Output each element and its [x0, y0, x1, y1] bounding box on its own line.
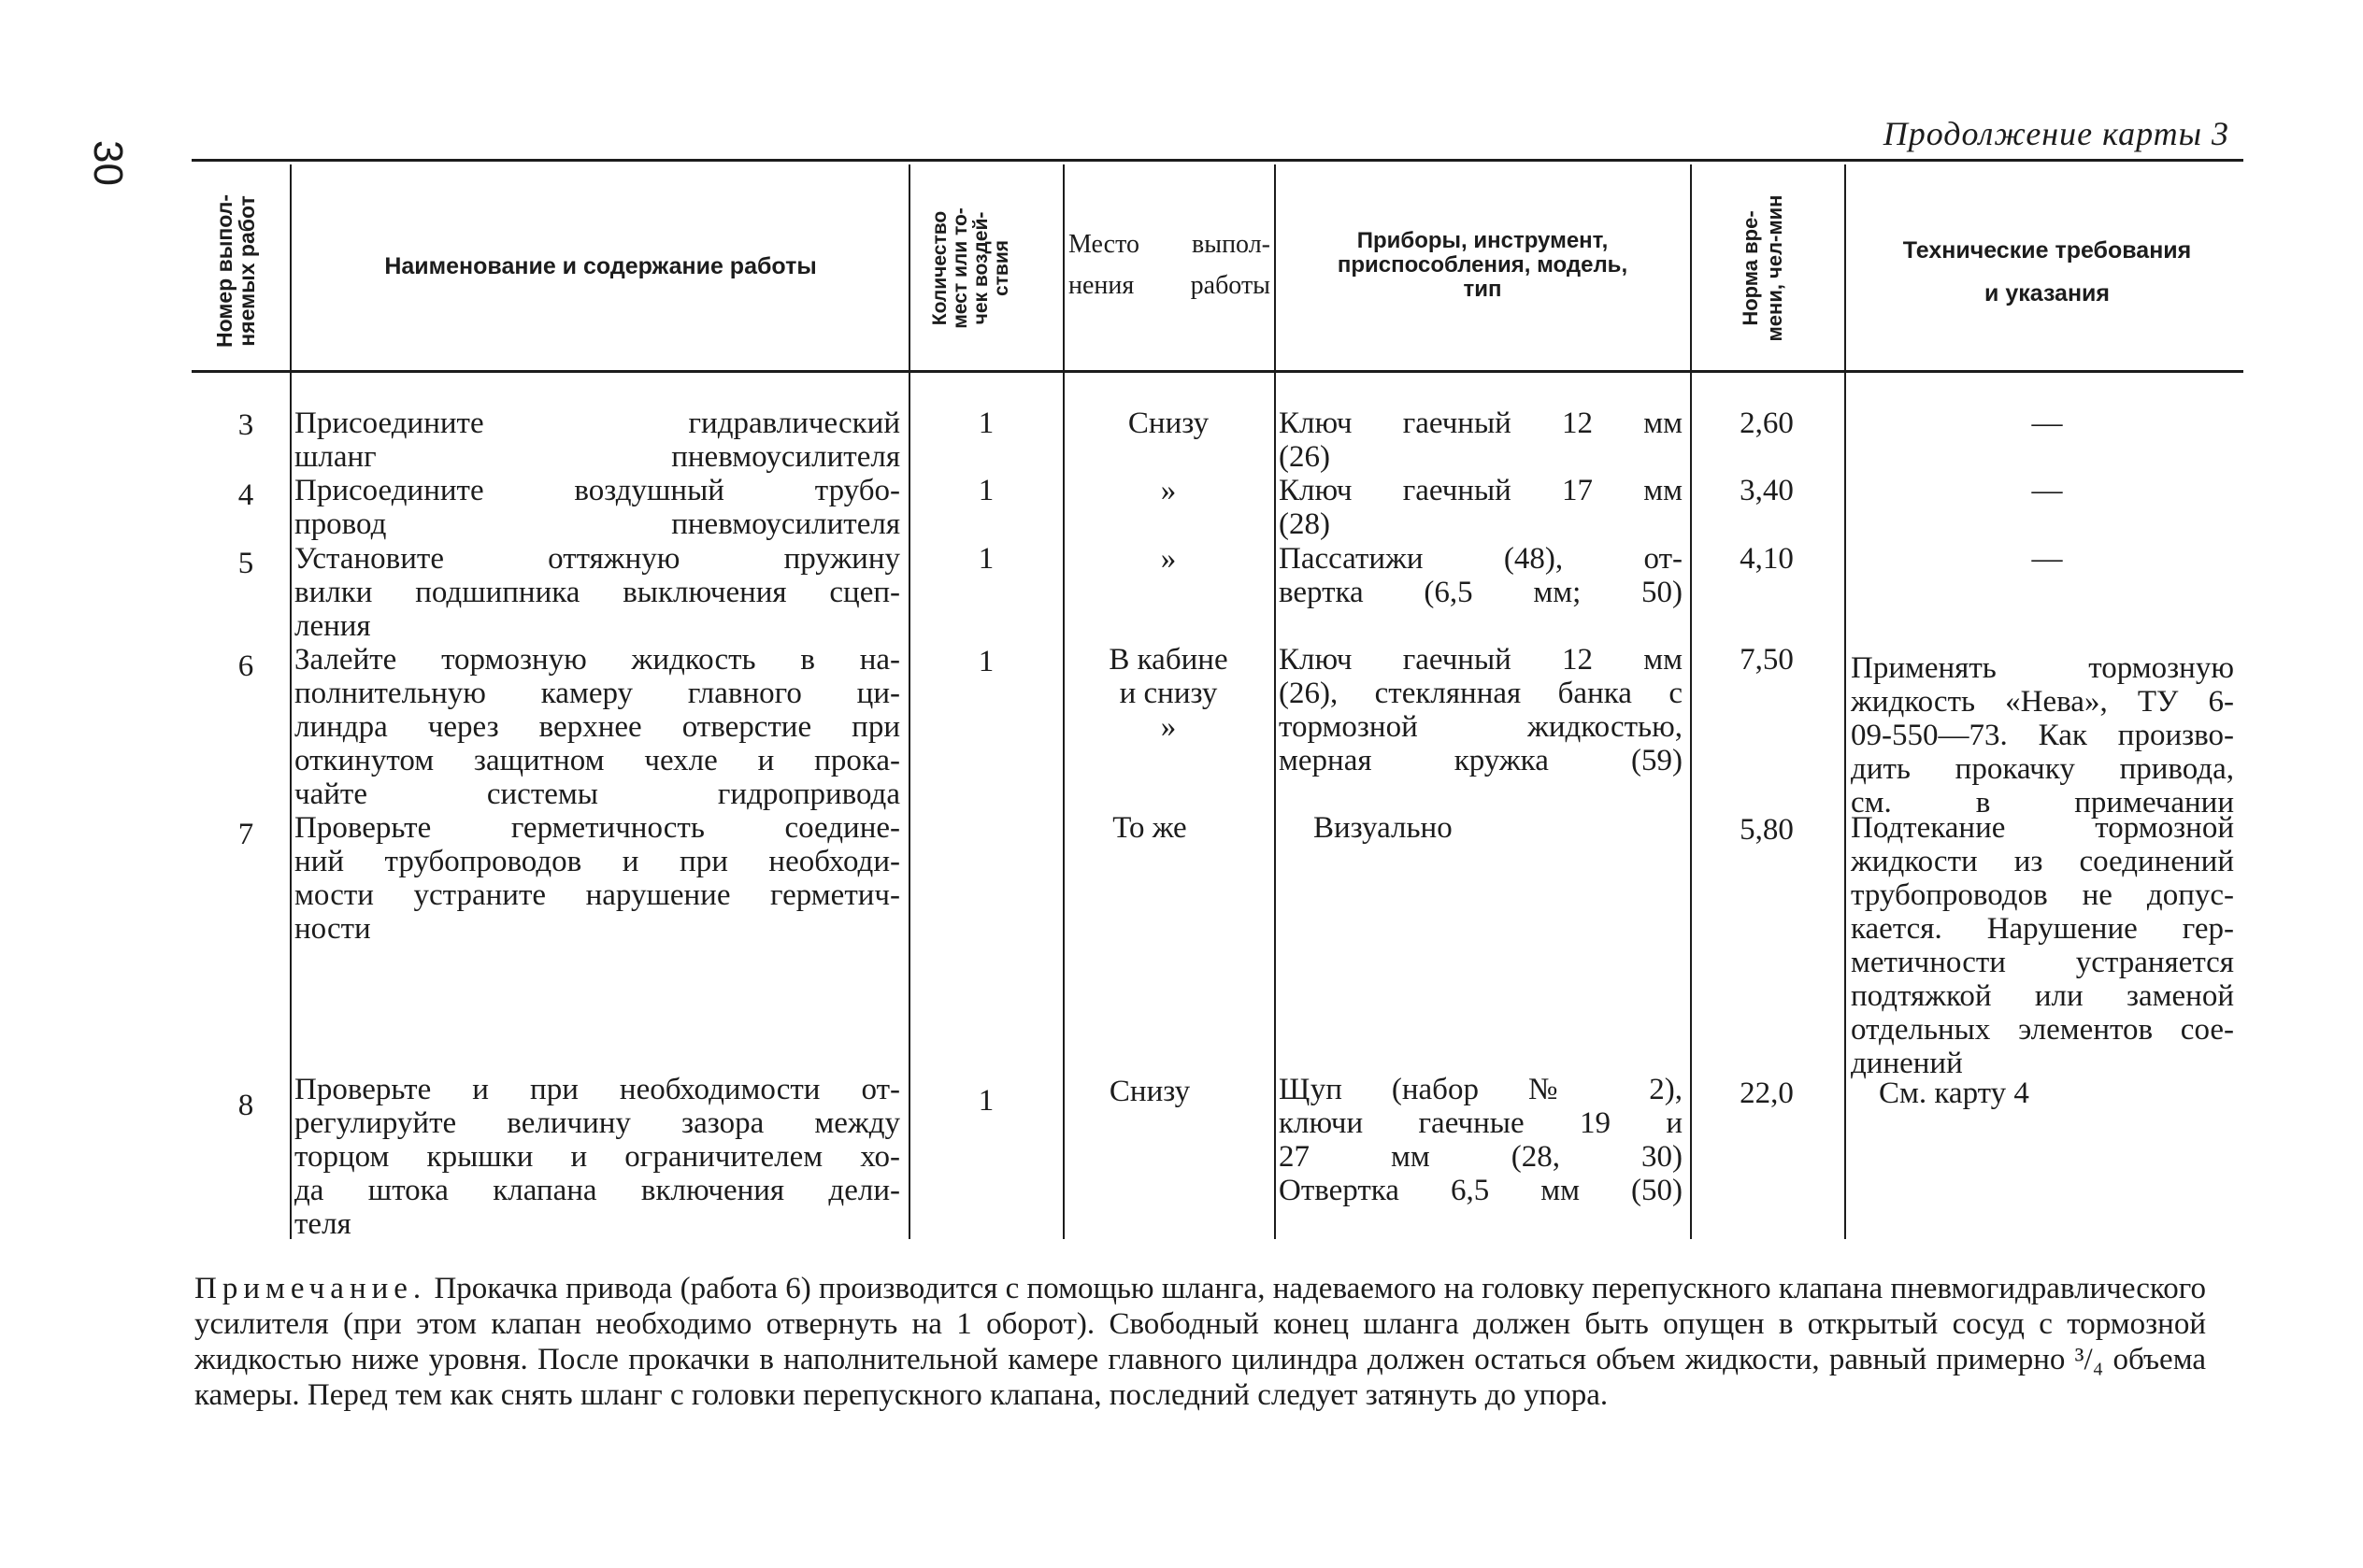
row-number: 5	[237, 547, 254, 580]
row-work-name: Присоедините воздушный трубо- провод пневмоусилителя	[294, 474, 900, 541]
row-work-name: Проверьте и при необходимости от- регулируйте величину зазора между торцом крышки и ограничителем хо- да штока клапана включения дели- теля	[294, 1073, 900, 1241]
table-header-rule	[192, 370, 2243, 373]
row-number: 6	[237, 649, 254, 683]
row-number: 7	[237, 818, 254, 851]
row-place: Снизу	[1109, 1075, 1191, 1108]
row-quantity: 1	[978, 406, 995, 440]
row-tools: Ключ гаечный 12 мм (26)	[1279, 406, 1683, 474]
row-tools: Щуп (набор № 2), ключи гаечные 19 и 27 мм (28, 30) Отвертка 6,5 мм (50)	[1279, 1073, 1683, 1207]
row-norm: 7,50	[1740, 643, 1794, 677]
row-requirements: —	[2031, 406, 2063, 440]
row-norm: 22,0	[1740, 1076, 1794, 1110]
header-tools: Приборы, инструмент, приспособления, модель, тип	[1337, 228, 1628, 302]
row-norm: 2,60	[1740, 406, 1794, 440]
row-place: »	[1160, 542, 1177, 576]
row-number: 4	[237, 478, 254, 512]
row-requirements: —	[2031, 474, 2063, 507]
header-norm: Норма вре- мени, чел-мин	[1739, 194, 1786, 342]
column-divider	[1844, 164, 1846, 1239]
column-divider	[290, 164, 292, 1239]
column-divider	[909, 164, 910, 1239]
table-top-rule	[192, 159, 2243, 162]
row-tools: Ключ гаечный 12 мм (26), стеклянная банка с тормозной жидкостью, мерная кружка (59)	[1279, 643, 1683, 777]
row-quantity: 1	[978, 474, 995, 507]
row-place: В кабине и снизу »	[1109, 643, 1228, 744]
header-place: Место выпол- нения работы	[1068, 230, 1270, 300]
row-number: 3	[237, 408, 254, 442]
header-requirements: Технические требования и указания	[1902, 237, 2192, 306]
footnote-text: Прокачка привода (работа 6) производится с помощью шланга, надеваемого на головку перепускного клапана пневмогидравлического усилителя (при этом клапан необходимо отвернуть на 1 оборот). Свободный конец шланга должен быть опущен в открытый сосуд с тормозной жидкостью ниже уровня. После прокачки в наполнительной камере главного цилиндра должен остаться объем жидкости, равный примерно ³/₄ объема камеры. Перед тем как снять шланг с головки перепускного клапана, последний следует затянуть до упора.	[194, 1272, 2206, 1412]
row-requirements: Применять тормозную жидкость «Нева», ТУ 6- 09-550—73. Как произво- дить прокачку привода, см. в примечании	[1851, 651, 2234, 820]
row-place: »	[1160, 474, 1177, 507]
row-norm: 3,40	[1740, 474, 1794, 507]
row-requirements: Подтекание тормозной жидкости из соединений трубопроводов не допус- кается. Нарушение гер- метичности устраняется подтяжкой или заменой отдельных элементов сое- динений	[1851, 811, 2234, 1080]
row-work-name: Установите оттяжную пружину вилки подшипника выключения сцеп- ления	[294, 542, 900, 643]
row-place: То же	[1112, 811, 1187, 845]
row-norm: 4,10	[1740, 542, 1794, 576]
row-number: 8	[237, 1089, 254, 1122]
row-requirements: См. карту 4	[1879, 1076, 2029, 1110]
continuation-title: Продолжение карты 3	[1883, 115, 2229, 152]
header-name: Наименование и содержание работы	[384, 253, 817, 279]
column-divider	[1690, 164, 1692, 1239]
row-work-name: Присоедините гидравлический шланг пневмоусилителя	[294, 406, 900, 474]
row-quantity: 1	[978, 645, 995, 678]
row-norm: 5,80	[1740, 813, 1794, 847]
row-tools: Ключ гаечный 17 мм (28)	[1279, 474, 1683, 541]
row-work-name: Залейте тормозную жидкость в на- полнительную камеру главного ци- линдра через верхнее отверстие при откинутом защитном чехле и прока- чайте системы гидропривода	[294, 643, 900, 811]
row-tools: Пассатижи (48), от- вертка (6,5 мм; 50)	[1279, 542, 1683, 609]
row-place: Снизу	[1127, 406, 1210, 440]
footnote	[194, 1271, 2206, 1413]
column-divider	[1274, 164, 1276, 1239]
row-work-name: Проверьте герметичность соедине- ний трубопроводов и при необходи- мости устраните нарушение герметич- ности	[294, 811, 900, 946]
row-quantity: 1	[978, 1084, 995, 1118]
row-tools: Визуально	[1313, 811, 1453, 845]
footnote-label: Примечание.	[194, 1272, 427, 1305]
header-quantity: Количество мест или то- чек воздей- ствия	[929, 207, 1012, 329]
row-requirements: —	[2031, 542, 2063, 576]
header-number: Номер выпол- няемых работ	[212, 193, 259, 349]
page-number: 30	[85, 140, 131, 186]
row-quantity: 1	[978, 542, 995, 576]
